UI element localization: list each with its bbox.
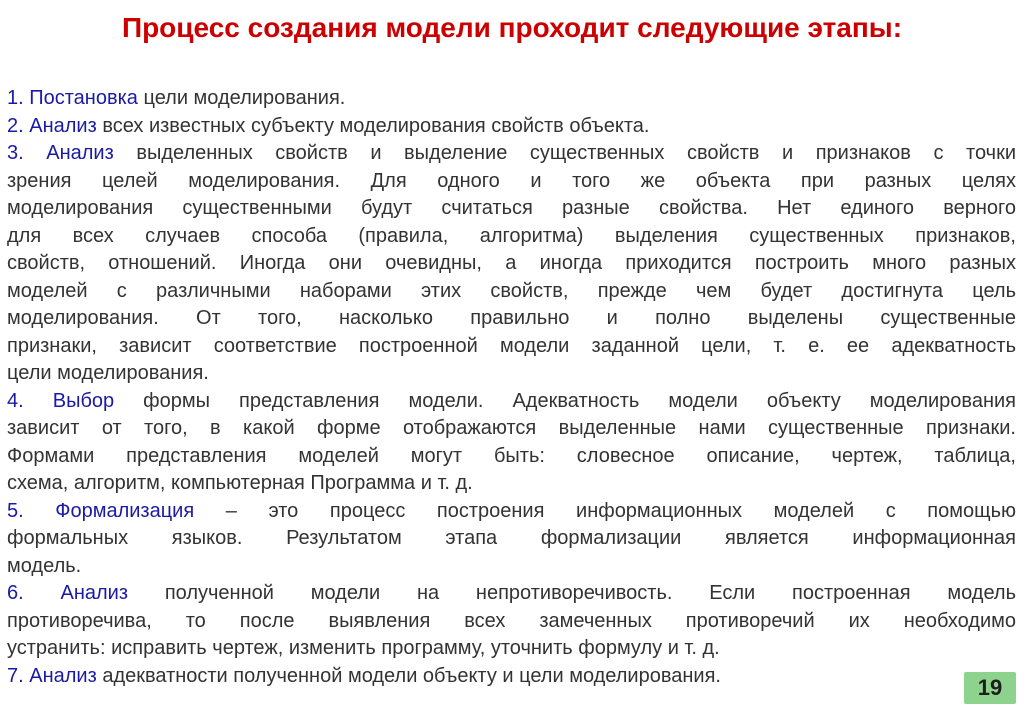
text-line (7, 608, 1016, 636)
text-line (7, 85, 1016, 113)
line-text: выделенных свойств и выделение существенных свойств и признаков с точки (113, 142, 1016, 164)
line-text: для всех случаев способа (правила, алгоритма) выделения существенных признаков, (7, 224, 1016, 247)
steps-text (7, 85, 1016, 690)
text-line (7, 278, 1016, 306)
line-text: зрения целей моделирования. Для одного и того же объекта при разных целях (7, 169, 1016, 192)
text-line (7, 250, 1016, 278)
line-text: формы представления модели. Адекватность модели объекту моделирования (114, 389, 1016, 412)
text-line (7, 333, 1016, 361)
step-2-label: 2. Анализ (7, 114, 97, 137)
line-text: признаки, зависит соответствие построенной модели заданной цели, т. е. ее адекватность (7, 334, 1016, 357)
text-line (7, 525, 1016, 553)
line-text: полученной модели на непротиворечивость. Если построенная модель (128, 582, 1016, 604)
line-text: моделирования. От того, насколько правильно и полно выделены существенные (7, 307, 1016, 329)
slide-title: Процесс создания модели проходит следующие этапы: (121, 12, 903, 43)
step-5-label: 5. Формализация (7, 499, 195, 522)
text-line (7, 388, 1016, 416)
line-text: цели моделирования. (7, 362, 209, 384)
text-line (7, 140, 1016, 168)
text-line (7, 168, 1016, 196)
line-text: формальных языков. Результатом этапа формализации является информационная (7, 527, 1016, 549)
text-line (7, 580, 1016, 608)
step-7-label: 7. Анализ (7, 664, 97, 687)
text-line (7, 360, 1016, 388)
line-text: свойств, отношений. Иногда они очевидны, а иногда приходится построить много разных (7, 252, 1016, 274)
text-line (7, 470, 1016, 498)
line-text: – это процесс построения информационных моделей с помощью (194, 499, 1017, 522)
text-line (7, 635, 1016, 663)
step-1-label: 1. Постановка (7, 87, 138, 109)
line-text: устранить: исправить чертеж, изменить программу, уточнить формулу и т. д. (7, 637, 720, 659)
text-line (7, 305, 1016, 333)
line-text: модель. (7, 554, 82, 577)
step-4-label: 4. Выбор (7, 389, 115, 412)
step-3-label: 3. Анализ (7, 142, 114, 164)
step-6-label: 6. Анализ (7, 582, 129, 604)
page-number-badge: 19 (964, 672, 1016, 704)
text-line (7, 195, 1016, 223)
line-text: всех известных субъекту моделирования свойств объекта. (96, 114, 650, 137)
line-text: Формами представления моделей могут быть: словесное описание, чертеж, таблица, (7, 444, 1016, 467)
line-text: схема, алгоритм, компьютерная Программа и т. д. (7, 472, 473, 494)
text-line (7, 223, 1016, 251)
line-text: цели моделирования. (137, 87, 346, 109)
text-line (7, 415, 1016, 443)
line-text: адекватности полученной модели объекту и цели моделирования. (96, 664, 721, 687)
text-line (7, 443, 1016, 471)
text-line (7, 498, 1016, 526)
text-line (7, 553, 1016, 581)
line-text: зависит от того, в какой форме отображаются выделенные нами существенные признаки. (7, 417, 1016, 439)
line-text: моделирования существенными будут считаться разные свойства. Нет единого верного (7, 197, 1016, 219)
text-line (7, 113, 1016, 141)
line-text: моделей с различными наборами этих свойств, прежде чем будет достигнута цель (7, 279, 1016, 302)
text-line (7, 663, 1016, 691)
line-text: противоречива, то после выявления всех замеченных противоречий их необходимо (7, 609, 1016, 632)
